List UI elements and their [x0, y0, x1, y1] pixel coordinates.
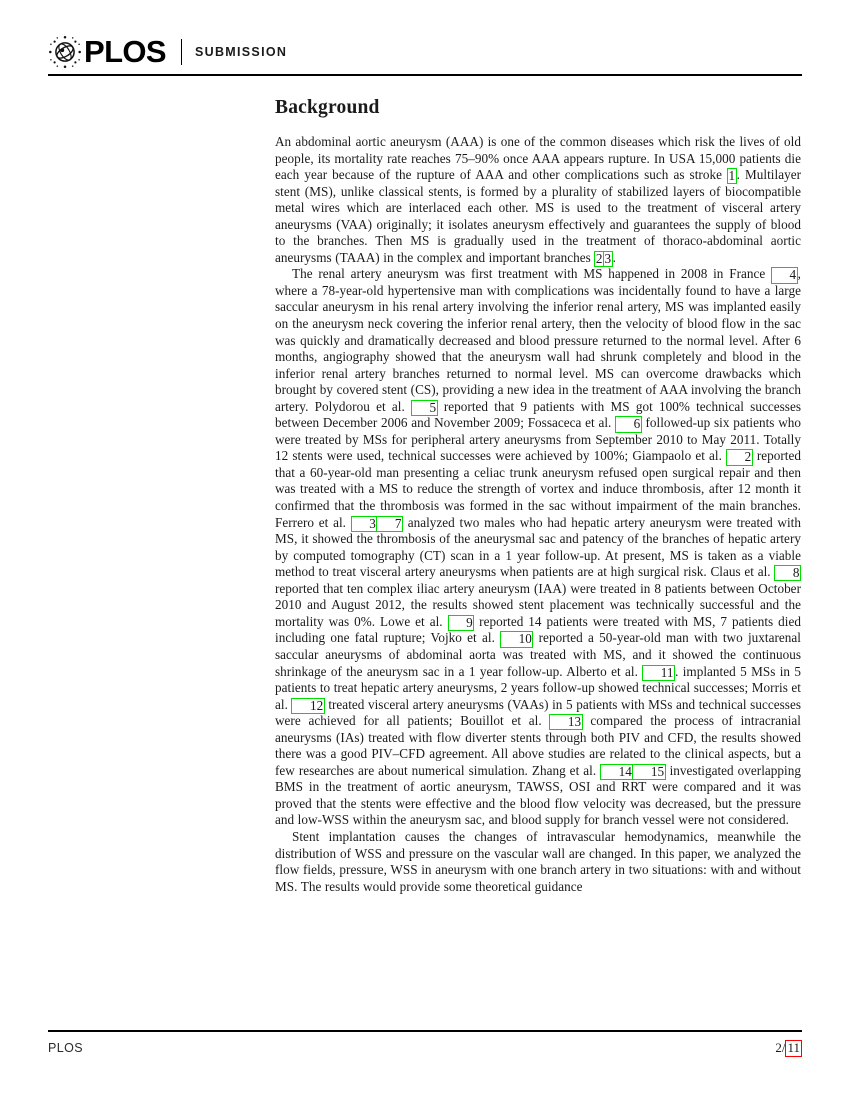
citation-link[interactable]: 7 [376, 516, 403, 532]
paragraph-text: reported that a 60-year-old man presenting a celiac trunk aneurysm refused open surgical repair and then was treated with a MS to reduce the strength of vortex and induce thrombosis, after 12 month it confirmed that the thrombosis was formed in the sac without impairment of the main branches. Ferrero et al. [275, 448, 801, 530]
citation-link[interactable]: 10 [500, 631, 533, 647]
plos-wordmark: PLOS [84, 34, 167, 69]
paragraph-text: reported a 50-year-old man with two juxtarenal saccular aneurysms of abdominal aorta was treated with MS, and it showed the continuous shrinkage of the aneurysm sac in a 1 year follow-up. Alberto et al. [275, 630, 801, 679]
citation-group [727, 167, 737, 182]
citation-link[interactable]: 1 [728, 168, 736, 184]
citation-link[interactable]: 8 [774, 565, 801, 581]
paragraph-text: investigated overlapping BMS in the treatment of aortic aneurysm, TAWSS, OSI and RRT were compared and it was proved that the stents were effective and the blood flow velocity was decreased, but the pressure and low-WSS within the aneurysm sac, and blood supply for branch vessel were not considered. [275, 762, 801, 828]
citation-group [726, 448, 753, 463]
body-paragraph [275, 829, 801, 895]
citation-link[interactable]: 15 [632, 764, 665, 780]
citation-link[interactable]: 4 [771, 267, 798, 283]
citation-group [549, 713, 582, 728]
citation-group [600, 763, 666, 778]
paragraph-text: treated visceral artery aneurysms (VAAs) in 5 patients with MSs and technical successes were achieved for all patients; Bouillot et al. [275, 696, 801, 729]
header-rule [48, 74, 802, 76]
paragraph-text: The renal artery aneurysm was first treatment with MS happened in 2008 in France [292, 266, 772, 282]
paragraph-text: . Multilayer stent (MS), unlike classical stents, is formed by a plurality of stabilized layers of biocompatible metal wires which are interlaced each other. MS is used to the treatment of visceral artery aneurysms (VAA) originally; it isolates aneurysm effectively and guarantees the supply of blood to the branches. Then MS is gradually used in the treatment of thoraco-abdominal aortic aneurysms (TAAA) in the complex and important branches [275, 167, 802, 265]
submission-label: SUBMISSION [195, 45, 288, 59]
header-divider [181, 39, 182, 65]
citation-group [411, 399, 438, 414]
paragraph-text: An abdominal aortic aneurysm (AAA) is one of the common diseases which risk the lives of old people, its mortality rate reaches 75–90% once AAA appears rupture. In USA 15,000 patients die each year because of the rupture of AAA and other complications such as stroke [275, 134, 801, 183]
citation-link[interactable]: 9 [448, 615, 475, 631]
page-footer [48, 1040, 802, 1057]
paragraph-text: analyzed two males who had hepatic artery aneurysm were treated with MS, it showed the thrombosis of the aneurysmal sac and patency of the branches of hepatic artery by computed tomography (CT) scan in a 1 year follow-up. At present, MS is taken as a viable method to treat visceral artery aneurysms when patients are at high surgical risk. Claus et al. [275, 514, 801, 580]
paragraph-text: reported 14 patients were treated with MS, 7 patients died including one fatal rupture; Vojko et al. [275, 613, 801, 646]
citation-link[interactable]: 6 [615, 416, 642, 432]
citation-group [500, 630, 533, 645]
paragraph-text: followed-up six patients who were treated by MSs for peripheral artery aneurysms from September 2010 to May 2011. Totally 12 stents were used, technical successes were achieved by 100%; Giampaolo et al. [275, 415, 801, 464]
citation-group [594, 250, 612, 265]
body-paragraph [275, 266, 801, 829]
citation-group [351, 515, 403, 530]
citation-group [774, 564, 801, 579]
plos-globe-icon [48, 35, 82, 69]
citation-link[interactable]: 2 [726, 449, 753, 465]
body-paragraph [275, 134, 801, 266]
page-separator: / [781, 1040, 786, 1056]
paragraph-text: Stent implantation causes the changes of intravascular hemodynamics, meanwhile the distribution of WSS and pressure on the vascular wall are changed. In this paper, we analyzed the flow fields, pressure, WSS in aneurysm with one branch artery in two situations: with and without MS. The results would provide some theoretical guidance [275, 828, 801, 894]
paragraph-text: , where a 78-year-old hypertensive man with complications was incidentally found to have a large saccular aneurysm in his renal artery involving the inferior renal artery, MS was implanted easily on the aneurysm neck covering the inferior renal artery, then the velocity of blood flow in the sac was quickly and dramatically decreased and blood pressure returned to the normal level. After 6 months, angiography showed that the aneurysm wall had shrunk completely and blood in the inferior renal artery branches returned to normal level. MS can overcome drawbacks which brought by covered stent (CS), providing a new idea in the treatment of AAA involving the branch artery. Polydorou et al. [275, 266, 801, 414]
paragraph-text: reported that ten complex iliac artery aneurysm (IAA) were treated in 8 patients between October 2010 and August 2012, the results showed stent placement was technically successful and the mortality was 0%. Lowe et al. [275, 580, 801, 629]
citation-group [615, 415, 642, 430]
citation-link[interactable]: 3 [604, 250, 612, 266]
citation-group [448, 614, 475, 629]
citation-link[interactable]: 5 [411, 400, 438, 416]
citation-link[interactable]: 14 [600, 764, 633, 780]
page-number [775, 1040, 802, 1057]
paragraph-container [275, 134, 801, 895]
paragraph-text: . [612, 249, 616, 265]
citation-link[interactable]: 12 [291, 698, 324, 714]
citation-group [771, 266, 798, 281]
footer-rule [48, 1030, 802, 1032]
page-total[interactable]: 11 [787, 1040, 800, 1055]
paragraph-text: . implanted 5 MSs in 5 patients to treat hepatic artery aneurysms, 2 years follow-up showed technical successes; Morris et al. [275, 663, 802, 712]
citation-group [642, 664, 675, 679]
citation-link[interactable]: 13 [549, 714, 582, 730]
footer-brand: PLOS [48, 1041, 83, 1056]
page-current: 2 [775, 1040, 782, 1056]
page-title: Background [275, 97, 380, 118]
citation-link[interactable]: 11 [642, 665, 675, 681]
citation-group [291, 697, 324, 712]
paragraph-text: compared the process of intracranial aneurysms (IAs) treated with flow diverter stents through both PIV and CFD, the results showed there was a good PIV–CFD agreement. All above studies are related to the clinical aspects, but a few researches are about numerical simulation. Zhang et al. [275, 713, 801, 778]
brand-row [48, 32, 802, 72]
citation-link[interactable]: 3 [351, 516, 378, 532]
page-header [48, 32, 802, 76]
article-content [275, 96, 801, 895]
paragraph-text: reported that 9 patients with MS got 100% technical successes between December 2006 and November 2009; Fossaceca et al. [275, 398, 801, 431]
citation-link[interactable]: 2 [595, 250, 603, 266]
